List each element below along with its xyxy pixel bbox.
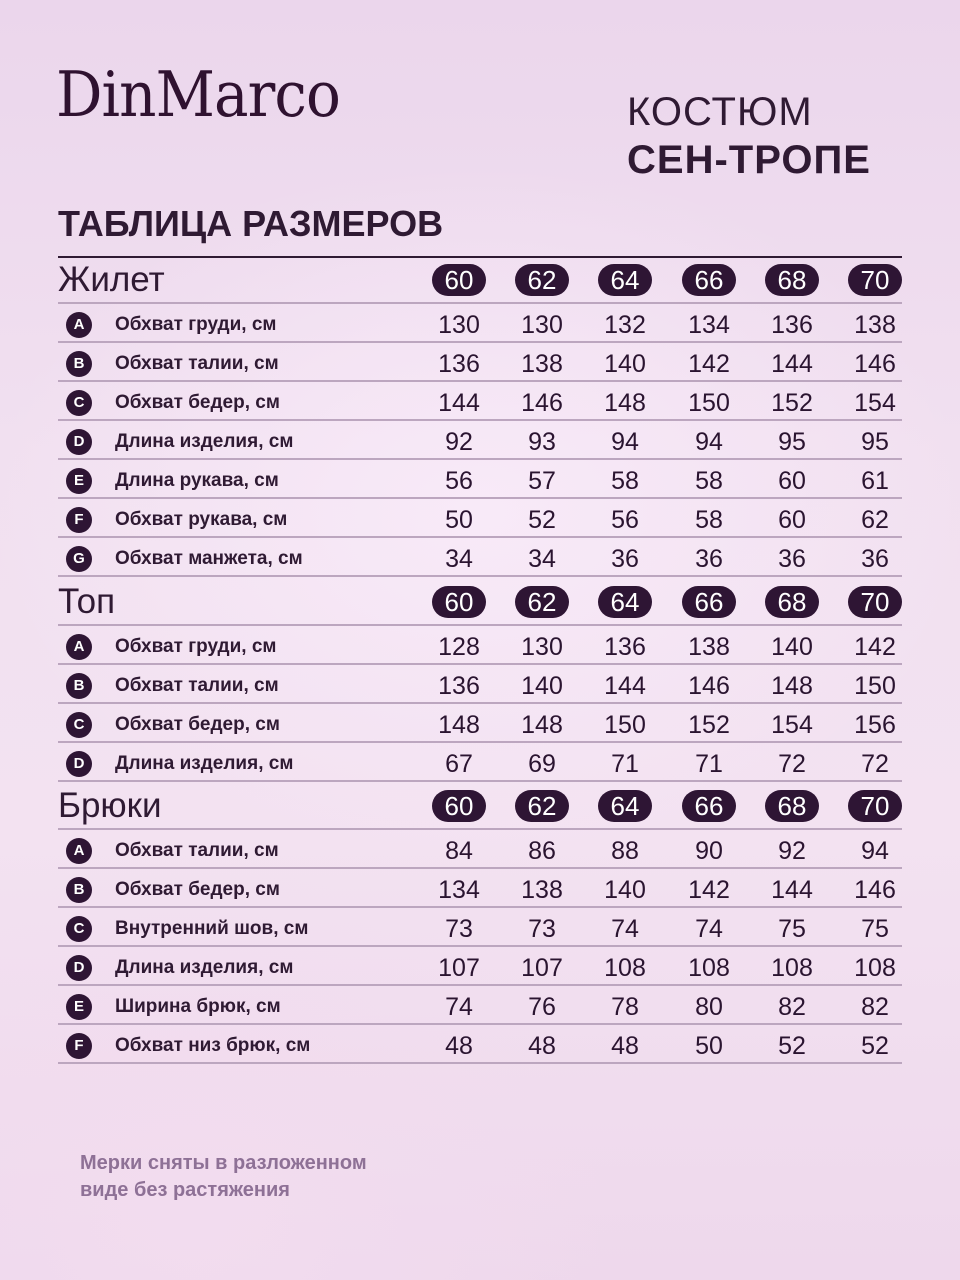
size-badge: 64 [598, 586, 652, 618]
section-0 [58, 258, 902, 577]
measure-value: 148 [604, 389, 646, 417]
measure-label: Обхват талии, см [115, 675, 279, 696]
measure-value: 36 [611, 545, 639, 573]
measure-value: 138 [521, 876, 563, 904]
measure-letter-badge: F [66, 1033, 92, 1059]
measure-value: 72 [778, 750, 806, 778]
measure-value: 134 [688, 311, 730, 339]
measure-value: 130 [521, 311, 563, 339]
measure-value: 58 [695, 467, 723, 495]
size-badge: 66 [682, 790, 736, 822]
measure-value: 146 [854, 876, 896, 904]
size-badge: 62 [515, 790, 569, 822]
measure-value: 150 [688, 389, 730, 417]
measure-value: 146 [521, 389, 563, 417]
measure-value: 130 [521, 633, 563, 661]
measure-label: Обхват низ брюк, см [115, 1035, 311, 1056]
size-badge: 70 [848, 790, 902, 822]
measure-value: 71 [695, 750, 723, 778]
section-title: Жилет [58, 260, 165, 299]
measure-value: 60 [778, 506, 806, 534]
measure-label: Обхват груди, см [115, 314, 277, 335]
measure-label: Внутренний шов, см [115, 918, 309, 939]
size-badge: 66 [682, 586, 736, 618]
measure-value: 88 [611, 837, 639, 865]
size-badge: 70 [848, 586, 902, 618]
measure-label: Обхват бедер, см [115, 714, 280, 735]
measure-label: Обхват бедер, см [115, 392, 280, 413]
measure-value: 50 [695, 1032, 723, 1060]
measure-value: 75 [861, 915, 889, 943]
measure-value: 73 [445, 915, 473, 943]
section-header [58, 258, 902, 304]
table-title: ТАБЛИЦА РАЗМЕРОВ [58, 203, 444, 244]
measure-value: 62 [861, 506, 889, 534]
measure-value: 36 [695, 545, 723, 573]
measure-value: 152 [688, 711, 730, 739]
table-row [58, 665, 902, 704]
size-badge: 68 [765, 586, 819, 618]
measure-value: 148 [438, 711, 480, 739]
measure-letter-badge: B [66, 351, 92, 377]
measure-value: 144 [771, 876, 813, 904]
measure-value: 95 [861, 428, 889, 456]
measure-value: 58 [695, 506, 723, 534]
product-name: СЕН-ТРОПЕ [627, 138, 871, 182]
measure-value: 74 [611, 915, 639, 943]
measure-value: 142 [688, 876, 730, 904]
note-line-1: Мерки сняты в разложенном [80, 1152, 367, 1174]
measure-value: 74 [445, 993, 473, 1021]
measure-value: 56 [445, 467, 473, 495]
measure-letter-badge: D [66, 955, 92, 981]
section-1 [58, 580, 902, 782]
size-badge: 68 [765, 264, 819, 296]
measure-value: 61 [861, 467, 889, 495]
measure-value: 34 [445, 545, 473, 573]
measure-value: 48 [528, 1032, 556, 1060]
measure-label: Обхват талии, см [115, 840, 279, 861]
table-row [58, 704, 902, 743]
measure-value: 140 [604, 350, 646, 378]
measure-value: 154 [771, 711, 813, 739]
measure-value: 73 [528, 915, 556, 943]
measure-value: 57 [528, 467, 556, 495]
measure-value: 80 [695, 993, 723, 1021]
measure-value: 154 [854, 389, 896, 417]
measure-letter-badge: F [66, 507, 92, 533]
section-title: Топ [58, 582, 116, 621]
table-row [58, 743, 902, 782]
measure-value: 138 [688, 633, 730, 661]
measure-letter-badge: D [66, 751, 92, 777]
measure-value: 36 [778, 545, 806, 573]
measure-value: 92 [778, 837, 806, 865]
table-row [58, 986, 902, 1025]
measure-value: 138 [854, 311, 896, 339]
measure-value: 92 [445, 428, 473, 456]
measure-value: 136 [438, 350, 480, 378]
measure-value: 95 [778, 428, 806, 456]
table-row [58, 1025, 902, 1064]
measure-value: 108 [604, 954, 646, 982]
measure-value: 75 [778, 915, 806, 943]
measure-letter-badge: A [66, 838, 92, 864]
measure-value: 128 [438, 633, 480, 661]
table-row [58, 947, 902, 986]
note-line-2: виде без растяжения [80, 1179, 290, 1201]
measure-value: 56 [611, 506, 639, 534]
size-badge: 60 [432, 264, 486, 296]
measure-value: 67 [445, 750, 473, 778]
measure-value: 76 [528, 993, 556, 1021]
section-header [58, 784, 902, 830]
measure-letter-badge: D [66, 429, 92, 455]
measure-value: 48 [611, 1032, 639, 1060]
table-row [58, 869, 902, 908]
measure-value: 86 [528, 837, 556, 865]
measure-value: 108 [771, 954, 813, 982]
measure-value: 107 [438, 954, 480, 982]
table-row [58, 626, 902, 665]
measure-value: 69 [528, 750, 556, 778]
table-row [58, 343, 902, 382]
measure-value: 36 [861, 545, 889, 573]
measure-value: 146 [688, 672, 730, 700]
measure-value: 150 [854, 672, 896, 700]
measure-letter-badge: E [66, 994, 92, 1020]
measure-label: Обхват манжета, см [115, 548, 303, 569]
measure-value: 142 [854, 633, 896, 661]
product-type: КОСТЮМ [627, 90, 813, 134]
measure-value: 140 [521, 672, 563, 700]
table-row [58, 460, 902, 499]
section-header [58, 580, 902, 626]
measure-value: 130 [438, 311, 480, 339]
measure-value: 82 [778, 993, 806, 1021]
measure-letter-badge: B [66, 673, 92, 699]
measure-value: 108 [854, 954, 896, 982]
size-badge: 60 [432, 790, 486, 822]
measure-label: Обхват груди, см [115, 636, 277, 657]
measure-value: 140 [604, 876, 646, 904]
measure-value: 152 [771, 389, 813, 417]
table-row [58, 908, 902, 947]
measure-value: 136 [604, 633, 646, 661]
measure-value: 60 [778, 467, 806, 495]
table-row [58, 382, 902, 421]
measure-value: 72 [861, 750, 889, 778]
measure-letter-badge: E [66, 468, 92, 494]
size-badge: 68 [765, 790, 819, 822]
section-2 [58, 784, 902, 1064]
measure-value: 132 [604, 311, 646, 339]
measure-letter-badge: A [66, 634, 92, 660]
table-row [58, 538, 902, 577]
brand-logo: DinMarco [56, 58, 340, 131]
measure-value: 48 [445, 1032, 473, 1060]
measure-value: 52 [861, 1032, 889, 1060]
table-row [58, 421, 902, 460]
measure-label: Обхват талии, см [115, 353, 279, 374]
measure-letter-badge: G [66, 546, 92, 572]
measure-value: 136 [771, 311, 813, 339]
measure-value: 71 [611, 750, 639, 778]
measure-value: 74 [695, 915, 723, 943]
measure-value: 94 [861, 837, 889, 865]
measure-value: 107 [521, 954, 563, 982]
measure-label: Длина изделия, см [115, 957, 294, 978]
size-badge: 70 [848, 264, 902, 296]
measure-value: 134 [438, 876, 480, 904]
measure-value: 138 [521, 350, 563, 378]
size-badge: 64 [598, 790, 652, 822]
section-title: Брюки [58, 786, 162, 825]
measure-value: 144 [771, 350, 813, 378]
size-badge: 62 [515, 586, 569, 618]
measure-value: 140 [771, 633, 813, 661]
measure-value: 78 [611, 993, 639, 1021]
measure-label: Ширина брюк, см [115, 996, 281, 1017]
measure-label: Обхват рукава, см [115, 509, 288, 530]
measure-value: 58 [611, 467, 639, 495]
measure-label: Обхват бедер, см [115, 879, 280, 900]
measure-value: 84 [445, 837, 473, 865]
measure-value: 156 [854, 711, 896, 739]
measure-value: 94 [695, 428, 723, 456]
measure-value: 52 [778, 1032, 806, 1060]
measure-label: Длина изделия, см [115, 753, 294, 774]
measure-letter-badge: A [66, 312, 92, 338]
measure-letter-badge: C [66, 390, 92, 416]
measure-value: 148 [521, 711, 563, 739]
measure-label: Длина изделия, см [115, 431, 294, 452]
measure-letter-badge: C [66, 916, 92, 942]
measure-value: 142 [688, 350, 730, 378]
table-row [58, 304, 902, 343]
measure-value: 108 [688, 954, 730, 982]
size-badge: 60 [432, 586, 486, 618]
measure-label: Длина рукава, см [115, 470, 279, 491]
measure-value: 52 [528, 506, 556, 534]
measure-value: 150 [604, 711, 646, 739]
measure-value: 90 [695, 837, 723, 865]
measure-value: 144 [604, 672, 646, 700]
measure-value: 136 [438, 672, 480, 700]
measure-value: 93 [528, 428, 556, 456]
measure-value: 146 [854, 350, 896, 378]
measure-value: 94 [611, 428, 639, 456]
size-badge: 64 [598, 264, 652, 296]
measure-value: 148 [771, 672, 813, 700]
table-row [58, 499, 902, 538]
measure-letter-badge: B [66, 877, 92, 903]
measure-letter-badge: C [66, 712, 92, 738]
size-badge: 66 [682, 264, 736, 296]
measure-value: 144 [438, 389, 480, 417]
measurement-note [80, 1150, 367, 1204]
size-badge: 62 [515, 264, 569, 296]
measure-value: 34 [528, 545, 556, 573]
measure-value: 82 [861, 993, 889, 1021]
measure-value: 50 [445, 506, 473, 534]
table-row [58, 830, 902, 869]
